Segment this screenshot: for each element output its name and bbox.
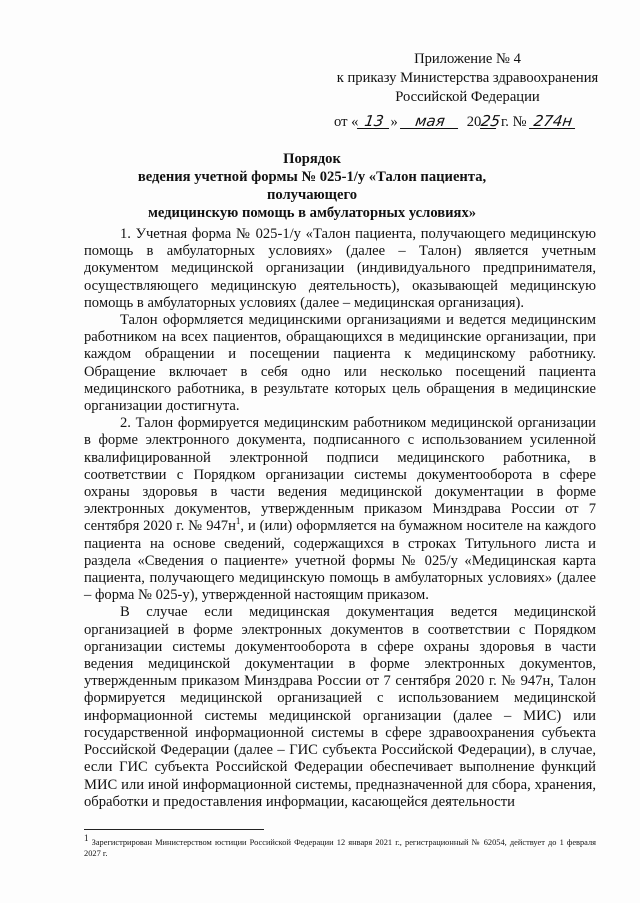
footnote	[84, 833, 596, 859]
paragraph-1: 1. Учетная форма № 025-1/у «Талон пациента, получающего медицинскую помощь в амбулаторных условиях» (далее – Талон) является учетным документом медицинской организации (индивидуального предпринимателя, осуществляющего медицинскую деятельность), оказывающей медицинскую помощь в амбулаторных условиях (далее – медицинская организация).	[84, 226, 596, 311]
appendix-federation: Российской Федерации	[395, 89, 540, 105]
date-number-prefix: г. №	[500, 114, 527, 130]
title-line-2: ведения учетной формы № 025-1/у «Талон пациента, получающего	[137, 169, 487, 203]
footnote-divider	[84, 829, 264, 830]
paragraph-3-part-b: , и (или) оформляется на бумажном носителе на каждого пациента на основе сведений, содержащихся в строках Титульного листа и раздела «Сведения о пациенте» учетной формы № 025/у «Медицинская карта пациента, получающего медицинскую помощь в амбулаторных условиях» (далее – форма № 025-у), утвержденной настоящим приказом.	[84, 518, 597, 604]
footnote-ref: 1	[235, 516, 241, 527]
paragraph-4: В случае если медицинская документация ведется медицинской организацией в форме электронных документов в соответствии с Порядком организации системы документооборота в сфере охраны здоровья в части ведения медицинской документации в форме электронных документов, утвержденным приказом Минздрава России от 7 сентября 2020 г. № 947н, Талон формируется медицинской организацией с использованием медицинской информационной системы медицинской организации (далее – МИС) или государственной информационной системы в сфере здравоохранения субъекта Российской Федерации (далее – ГИС субъекта Российской Федерации), в случае, если ГИС субъекта Российской Федерации обеспечивает выполнение функций МИС или иной информационной системы, предназначенной для сбора, хранения, обработки и предоставления информации, касающейся деятельности	[84, 604, 596, 810]
title-line-1: Порядок	[283, 151, 341, 167]
appendix-date-line	[330, 113, 605, 132]
paragraph-2: Талон оформляется медицинскими организациями и ведется медицинским работником на всех пациентов, обращающихся в медицинские организации, при каждом обращении и посещении пациента к медицинскому работнику. Обращение включает в себя одно или несколько посещений пациента медицинского работника, в результате которых цель обращения в медицинские организации достигнута.	[84, 312, 596, 415]
date-prefix: от «	[334, 114, 359, 130]
appendix-number: Приложение № 4	[414, 51, 521, 67]
date-day-handwritten: 13	[357, 114, 391, 129]
date-mid: »	[390, 114, 398, 130]
footnote-mark: 1	[84, 833, 89, 844]
date-month-handwritten: мая	[400, 114, 460, 129]
title-line-3: медицинскую помощь в амбулаторных условиях»	[147, 205, 477, 221]
order-number-handwritten: 274н	[529, 114, 577, 129]
appendix-header	[330, 50, 605, 132]
paragraph-3-part-a: 2. Талон формируется медицинским работником медицинской организации в форме электронного документа, подписанного с использованием усиленной квалифицированной электронной подписи медицинского работника, в соответствии с Порядком организации системы документооборота в сфере охраны здоровья в части ведения медицинской документации в форме электронных документов, утвержденным приказом Минздрава России от 7 сентября 2020 г. № 947н	[84, 415, 596, 535]
document-title	[112, 150, 512, 222]
paragraph-3	[84, 415, 596, 604]
document-body	[84, 226, 596, 811]
date-year-prefix: 20	[466, 114, 482, 130]
footnote-text: Зарегистрирован Министерством юстиции Российской Федерации 12 января 2021 г., регистрационный № 62054, действует до 1 февраля 2027 г.	[84, 838, 596, 858]
date-year-handwritten: 25	[480, 112, 502, 130]
appendix-order-ref: к приказу Министерства здравоохранения	[336, 70, 599, 86]
